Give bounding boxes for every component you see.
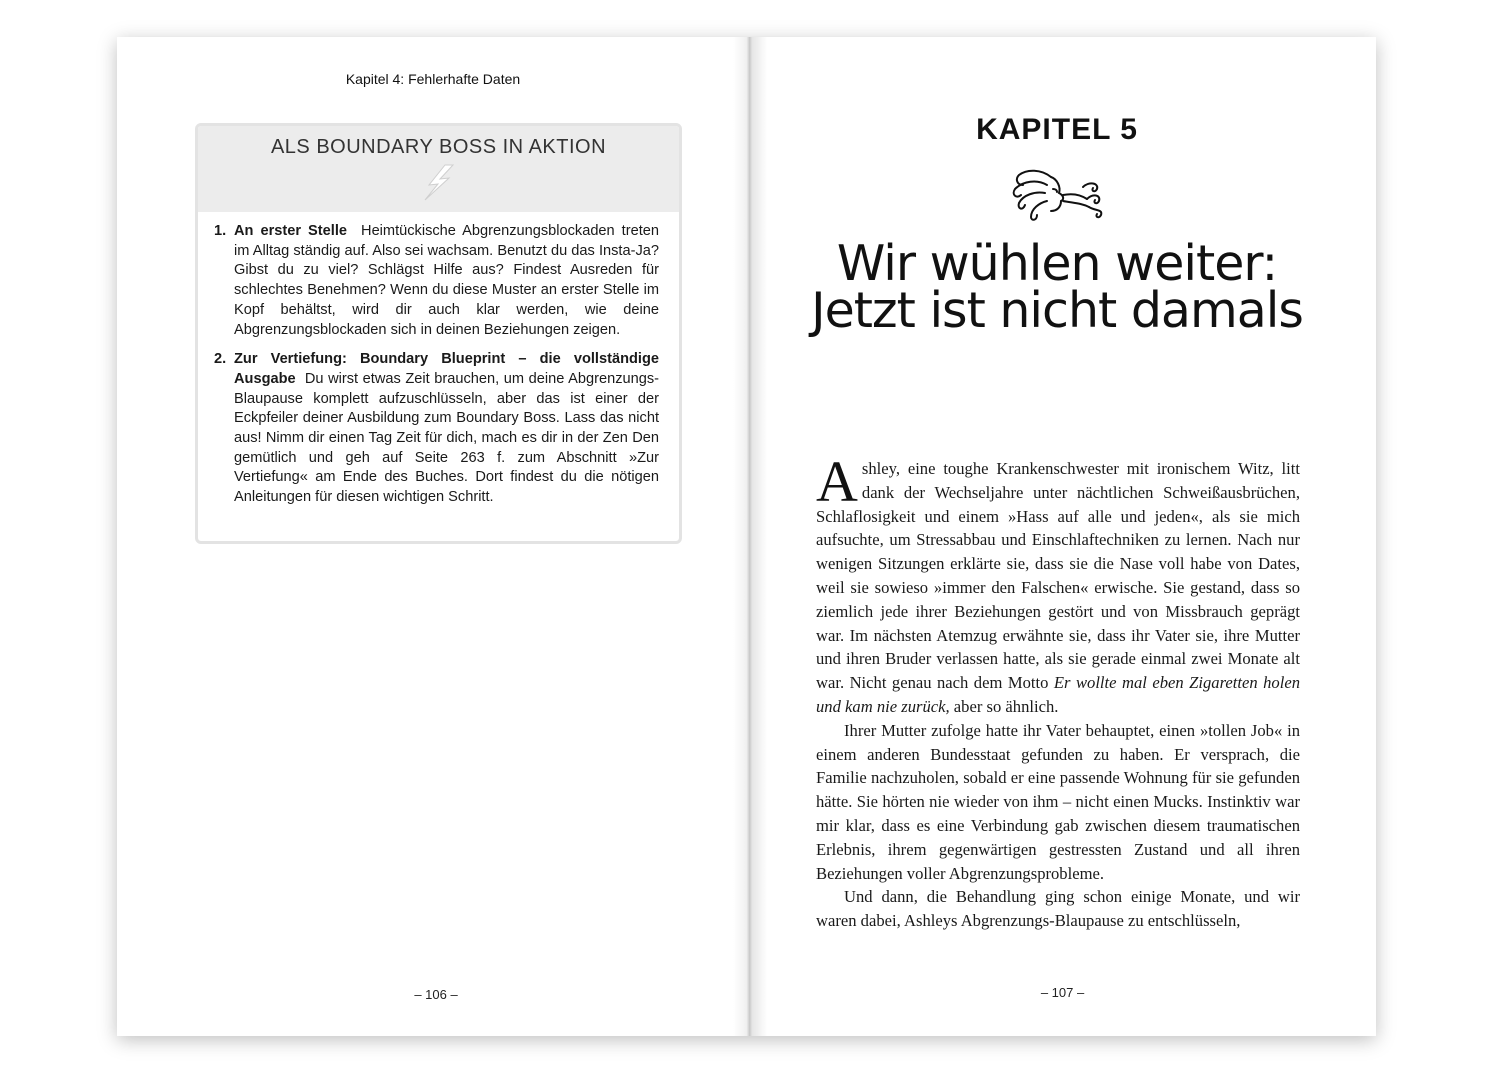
box-title: ALS BOUNDARY BOSS IN AKTION: [270, 136, 607, 158]
item-text: Heimtückische Abgrenzungsblockaden treten im Alltag ständig auf. Also sei wachsam. Benutzt du das Insta-Ja? Gibst du zu viel? Schlägst Hilfe aus? Findest Ausreden für schlechtes Benehmen? Wenn du diese Muster an erster Stelle im Kopf behältst, wird dir auch klar werden, wie deine Abgrenzungsblockaden sich in deinen Beziehungen zeigen.: [234, 223, 659, 338]
wind-face-icon: [1007, 165, 1107, 228]
page-number: – 106 –: [414, 987, 458, 1002]
paragraph-italic: Er wollte mal eben Zigaretten holen und kam nie zurück,: [816, 673, 1301, 716]
paragraph-text: aber so ähnlich.: [949, 696, 1059, 716]
book-spread: [117, 37, 1376, 1036]
list-item: [214, 350, 659, 508]
chapter-label: KAPITEL 5: [976, 113, 1138, 146]
drop-cap: A: [816, 449, 858, 514]
item-lead: Zur Vertiefung: Boundary Blueprint – die vollständige Ausgabe: [234, 351, 659, 387]
sidebar-box: [195, 123, 682, 544]
left-page: [117, 37, 749, 1036]
paragraph-text: shley, eine toughe Krankenschwester mit ironischem Witz, litt dank der Wechseljahre unter nächtlichen Schweißausbrüchen, Schlaflosigkeit und einem »Hass auf alle und jeden«, als sie mich aufsuchte, um Stressabbau und Einschlaftechniken zu lernen. Nach nur wenigen Sitzungen erklärte sie, dass sie die Nase voll habe von Dates, weil sie sowieso »immer den Falschen« erwische. Sie gestand, dass so ziemlich jede ihrer Beziehungen gestört und von Missbrauch geprägt war. Im nächsten Atemzug erwähnte sie, dass ihr Vater sie, ihre Mutter und ihren Bruder verlassen hatte, als sie gerade einmal zwei Monate alt war. Nicht genau nach dem Motto: [816, 459, 1300, 693]
item-text: Du wirst etwas Zeit brauchen, um deine Abgrenzungs-Blaupause komplett aufzuschlüsseln, aber das ist einer der Eckpfeiler deiner Ausbildung zum Boundary Boss. Lass das nicht aus! Nimm dir einen Tag Zeit für dich, mach es dir in der Zen Den gemütlich und geh auf Seite 263 f. zum Abschnitt »Zur Vertiefung« am Ende des Buches. Dort findest du die nötigen Anleitungen für diesen wichtigen Schritt.: [234, 370, 659, 506]
running-head: Kapitel 4: Fehlerhafte Daten: [345, 71, 521, 87]
box-list: [198, 212, 679, 508]
paragraph: Und dann, die Behandlung ging schon einige Monate, und wir waren dabei, Ashleys Abgrenzungs-Blaupause zu entschlüsseln,: [816, 887, 1300, 931]
paragraph: [816, 449, 1301, 719]
body-text: [816, 449, 1301, 933]
lightning-bolt-icon: [198, 163, 679, 206]
item-number: 2.: [214, 351, 227, 368]
item-number: 1.: [214, 223, 227, 239]
page-number: – 107 –: [1040, 985, 1085, 1000]
paragraph: Ihrer Mutter zufolge hatte ihr Vater behauptet, einen »tollen Job« in einem anderen Bundesstaat gefunden zu haben. Er versprach, die Familie nachzuholen, sobald er eine passende Wohnung für sie gefunden hätte. Sie hörten nie wieder von ihm – nicht einen Mucks. Instinktiv war mir klar, dass es eine Verbindung gab zwischen diesem traumatischen Erlebnis, ihrem gegenwärtigen gestressten Zustand und all ihren Beziehungen voller Abgrenzungsprobleme.: [816, 720, 1300, 883]
right-page: [749, 37, 1376, 1036]
chapter-title: Wir wühlen weiter: Jetzt ist nicht damals: [811, 235, 1303, 339]
box-header: [198, 126, 679, 212]
item-lead: An erster Stelle: [234, 223, 347, 239]
list-item: [214, 222, 659, 340]
